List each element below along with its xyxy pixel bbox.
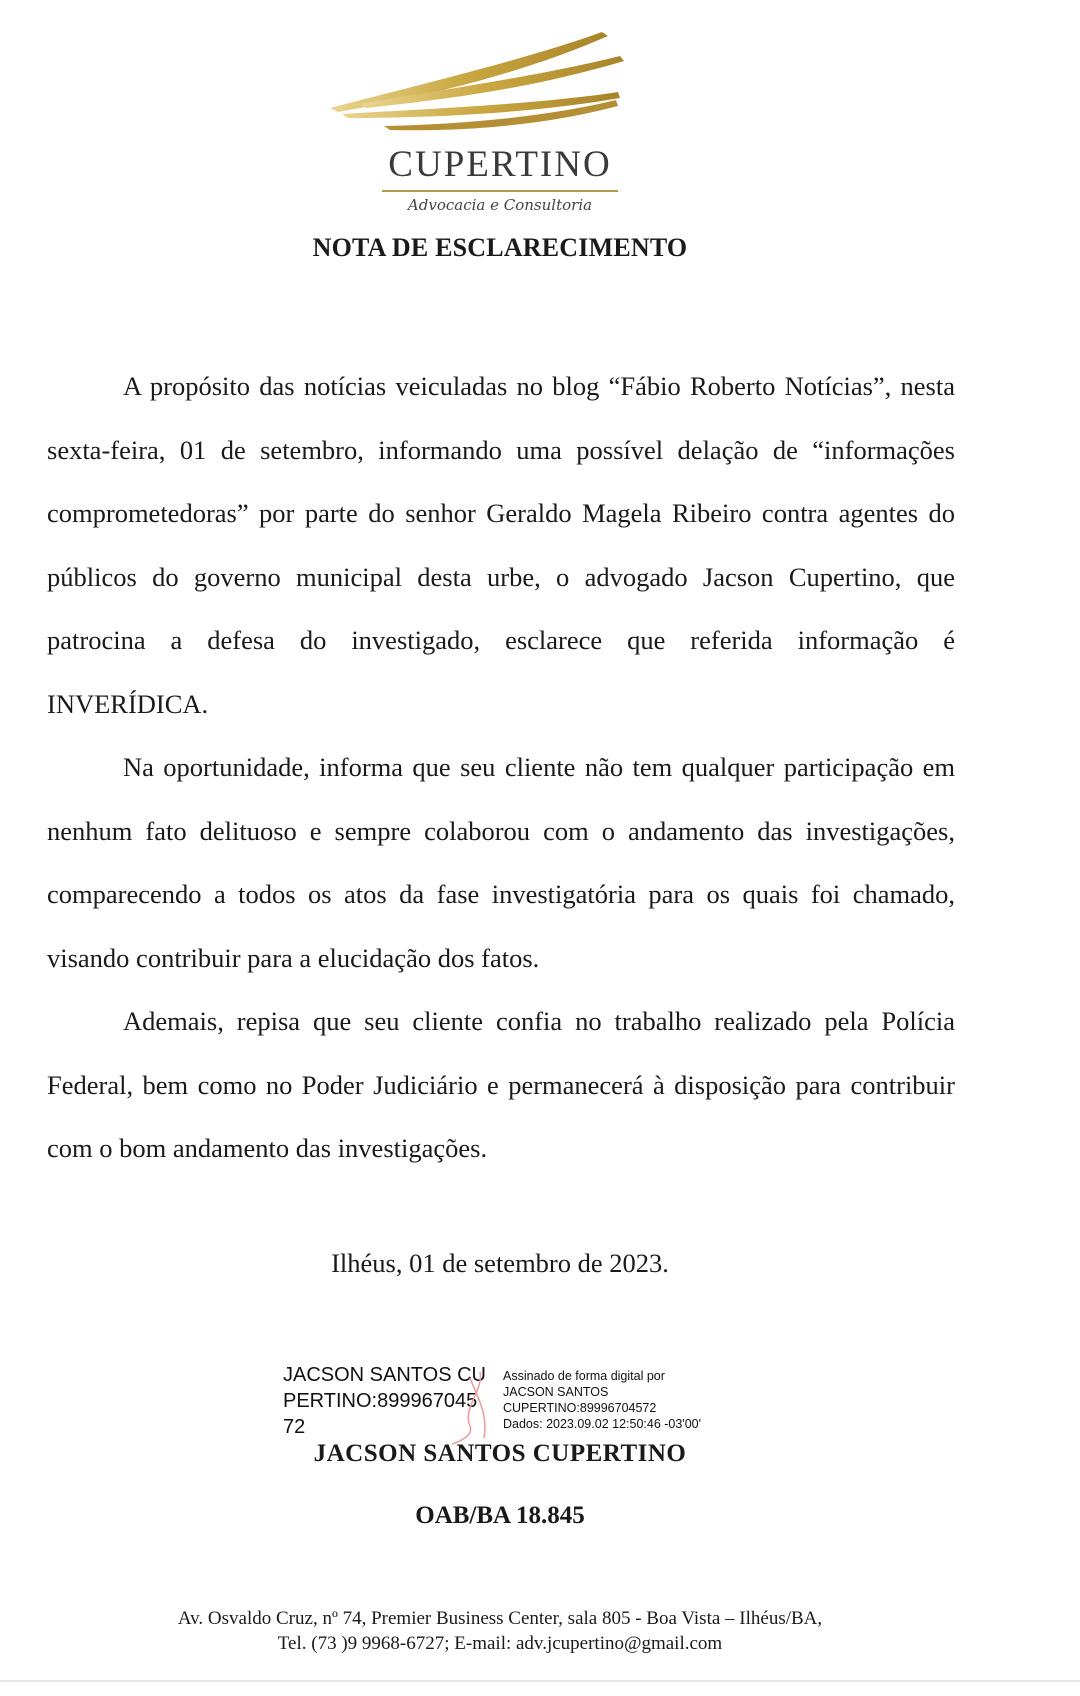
logo-divider [382,190,618,192]
signer-oab-number: OAB/BA 18.845 [415,1502,585,1529]
document-title: NOTA DE ESCLARECIMENTO [312,233,688,262]
page-bottom-edge [0,1680,1080,1682]
paragraph: Ademais, repisa que seu cliente confia no trabalho realizado pela Polícia Federal, bem como no Poder Judiciário e permanecerá à disposição para contribuir com o bom andamento das investigações. [47,1006,955,1163]
signature-detail-line: Assinado de forma digital por [503,1369,665,1383]
signature-detail-line: JACSON SANTOS [503,1385,609,1399]
signature-detail-line: CUPERTINO:89996704572 [503,1401,657,1415]
logo-wordmark: CUPERTINO [388,144,612,185]
logo-tagline: Advocacia e Consultoria [407,196,593,214]
logo-swoosh-graphic [320,30,680,150]
signer-name: JACSON SANTOS CUPERTINO [313,1440,687,1467]
footer-address: Av. Osvaldo Cruz, nº 74, Premier Business Center, sala 805 - Boa Vista – Ilhéus/BA, [177,1608,823,1629]
paragraph: Na oportunidade, informa que seu cliente não tem qualquer participação em nenhum fato delituoso e sempre colaborou com o andamento das investigações, comparecendo a todos os atos da fase investigatória para os quais foi chamado, visando contribuir para a elucidação dos fatos. [47,752,955,973]
digital-signature-label: JACSON SANTOS CUPERTINO:89996704572 [283,1364,486,1438]
signature-detail-line: Dados: 2023.09.02 12:50:46 -03'00' [503,1417,701,1431]
date-line: Ilhéus, 01 de setembro de 2023. [331,1248,669,1278]
signature-mark-icon [448,1368,504,1446]
footer [0,1606,1000,1656]
company-logo [320,30,680,214]
document-body [47,355,955,1181]
footer-contact: Tel. (73 )9 9968-6727; E-mail: adv.jcupertino@gmail.com [277,1633,723,1654]
digital-signature-details [503,1368,743,1432]
paragraph: A propósito das notícias veiculadas no blog “Fábio Roberto Notícias”, nesta sexta-feira, 01 de setembro, informando uma possível delação de “informações comprometedoras” por parte do senhor Geraldo Magela Ribeiro contra agentes do públicos do governo municipal desta urbe, o advogado Jacson Cupertino, que patrocina a defesa do investigado, esclarece que referida informação é INVERÍDICA. [47,371,955,719]
